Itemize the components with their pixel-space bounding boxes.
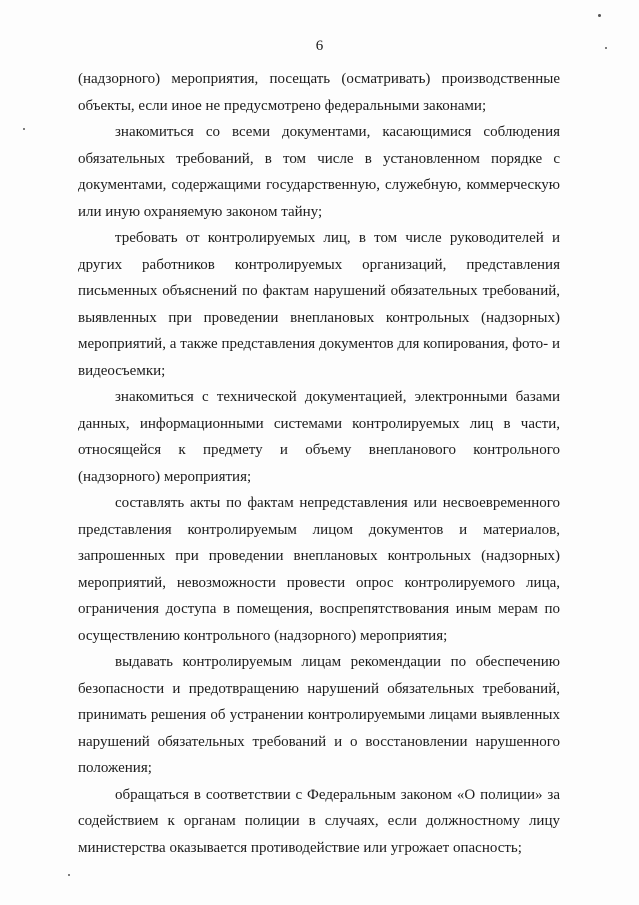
scan-speck: [605, 47, 607, 49]
paragraph-6: выдавать контролируемым лицам рекомендации по обеспечению безопасности и предотвращению нарушений обязательных требований, принимать решения об устранении контролируемыми лицами выявленных нарушений обязательных требований и о восстановлении нарушенного положения;: [78, 654, 560, 776]
paragraph-5: составлять акты по фактам непредставления или несвоевременного представления контролируемым лицом документов и материалов, запрошенных при проведении внеплановых контрольных (надзорных) мероприятий, невозможности провести опрос контролируемого лица, ограничения доступа в помещения, воспрепятствования иным мерам по осуществлению контрольного (надзорного) мероприятия;: [78, 495, 560, 644]
page-number: 6: [315, 38, 324, 54]
paragraph-1: (надзорного) мероприятия, посещать (осматривать) производственные объекты, если иное не предусмотрено федеральными законами;: [78, 71, 560, 114]
paragraph-3: требовать от контролируемых лиц, в том числе руководителей и других работников контролируемых организаций, представления письменных объяснений по фактам нарушений обязательных требований, выявленных при проведении внеплановых контрольных (надзорных) мероприятий, а также представления документов для копирования, фото- и видеосъемки;: [78, 230, 560, 379]
paragraph-4: знакомиться с технической документацией, электронными базами данных, информационными системами контролируемых лиц в части, относящейся к предмету и объему внепланового контрольного (надзорного) мероприятия;: [78, 389, 560, 485]
paragraph-2: знакомиться со всеми документами, касающимися соблюдения обязательных требований, в том числе в установленном порядке с документами, содержащими государственную, служебную, коммерческую или иную охраняемую законом тайну;: [78, 124, 560, 220]
scan-speck: [68, 874, 70, 876]
body-text: [78, 66, 560, 861]
scan-speck: [598, 14, 601, 17]
paragraph-7: обращаться в соответствии с Федеральным законом «О полиции» за содействием к органам полиции в случаях, если должностному лицу министерства оказывается противодействие или угрожает опасность;: [78, 786, 560, 856]
scan-speck: [23, 128, 25, 130]
